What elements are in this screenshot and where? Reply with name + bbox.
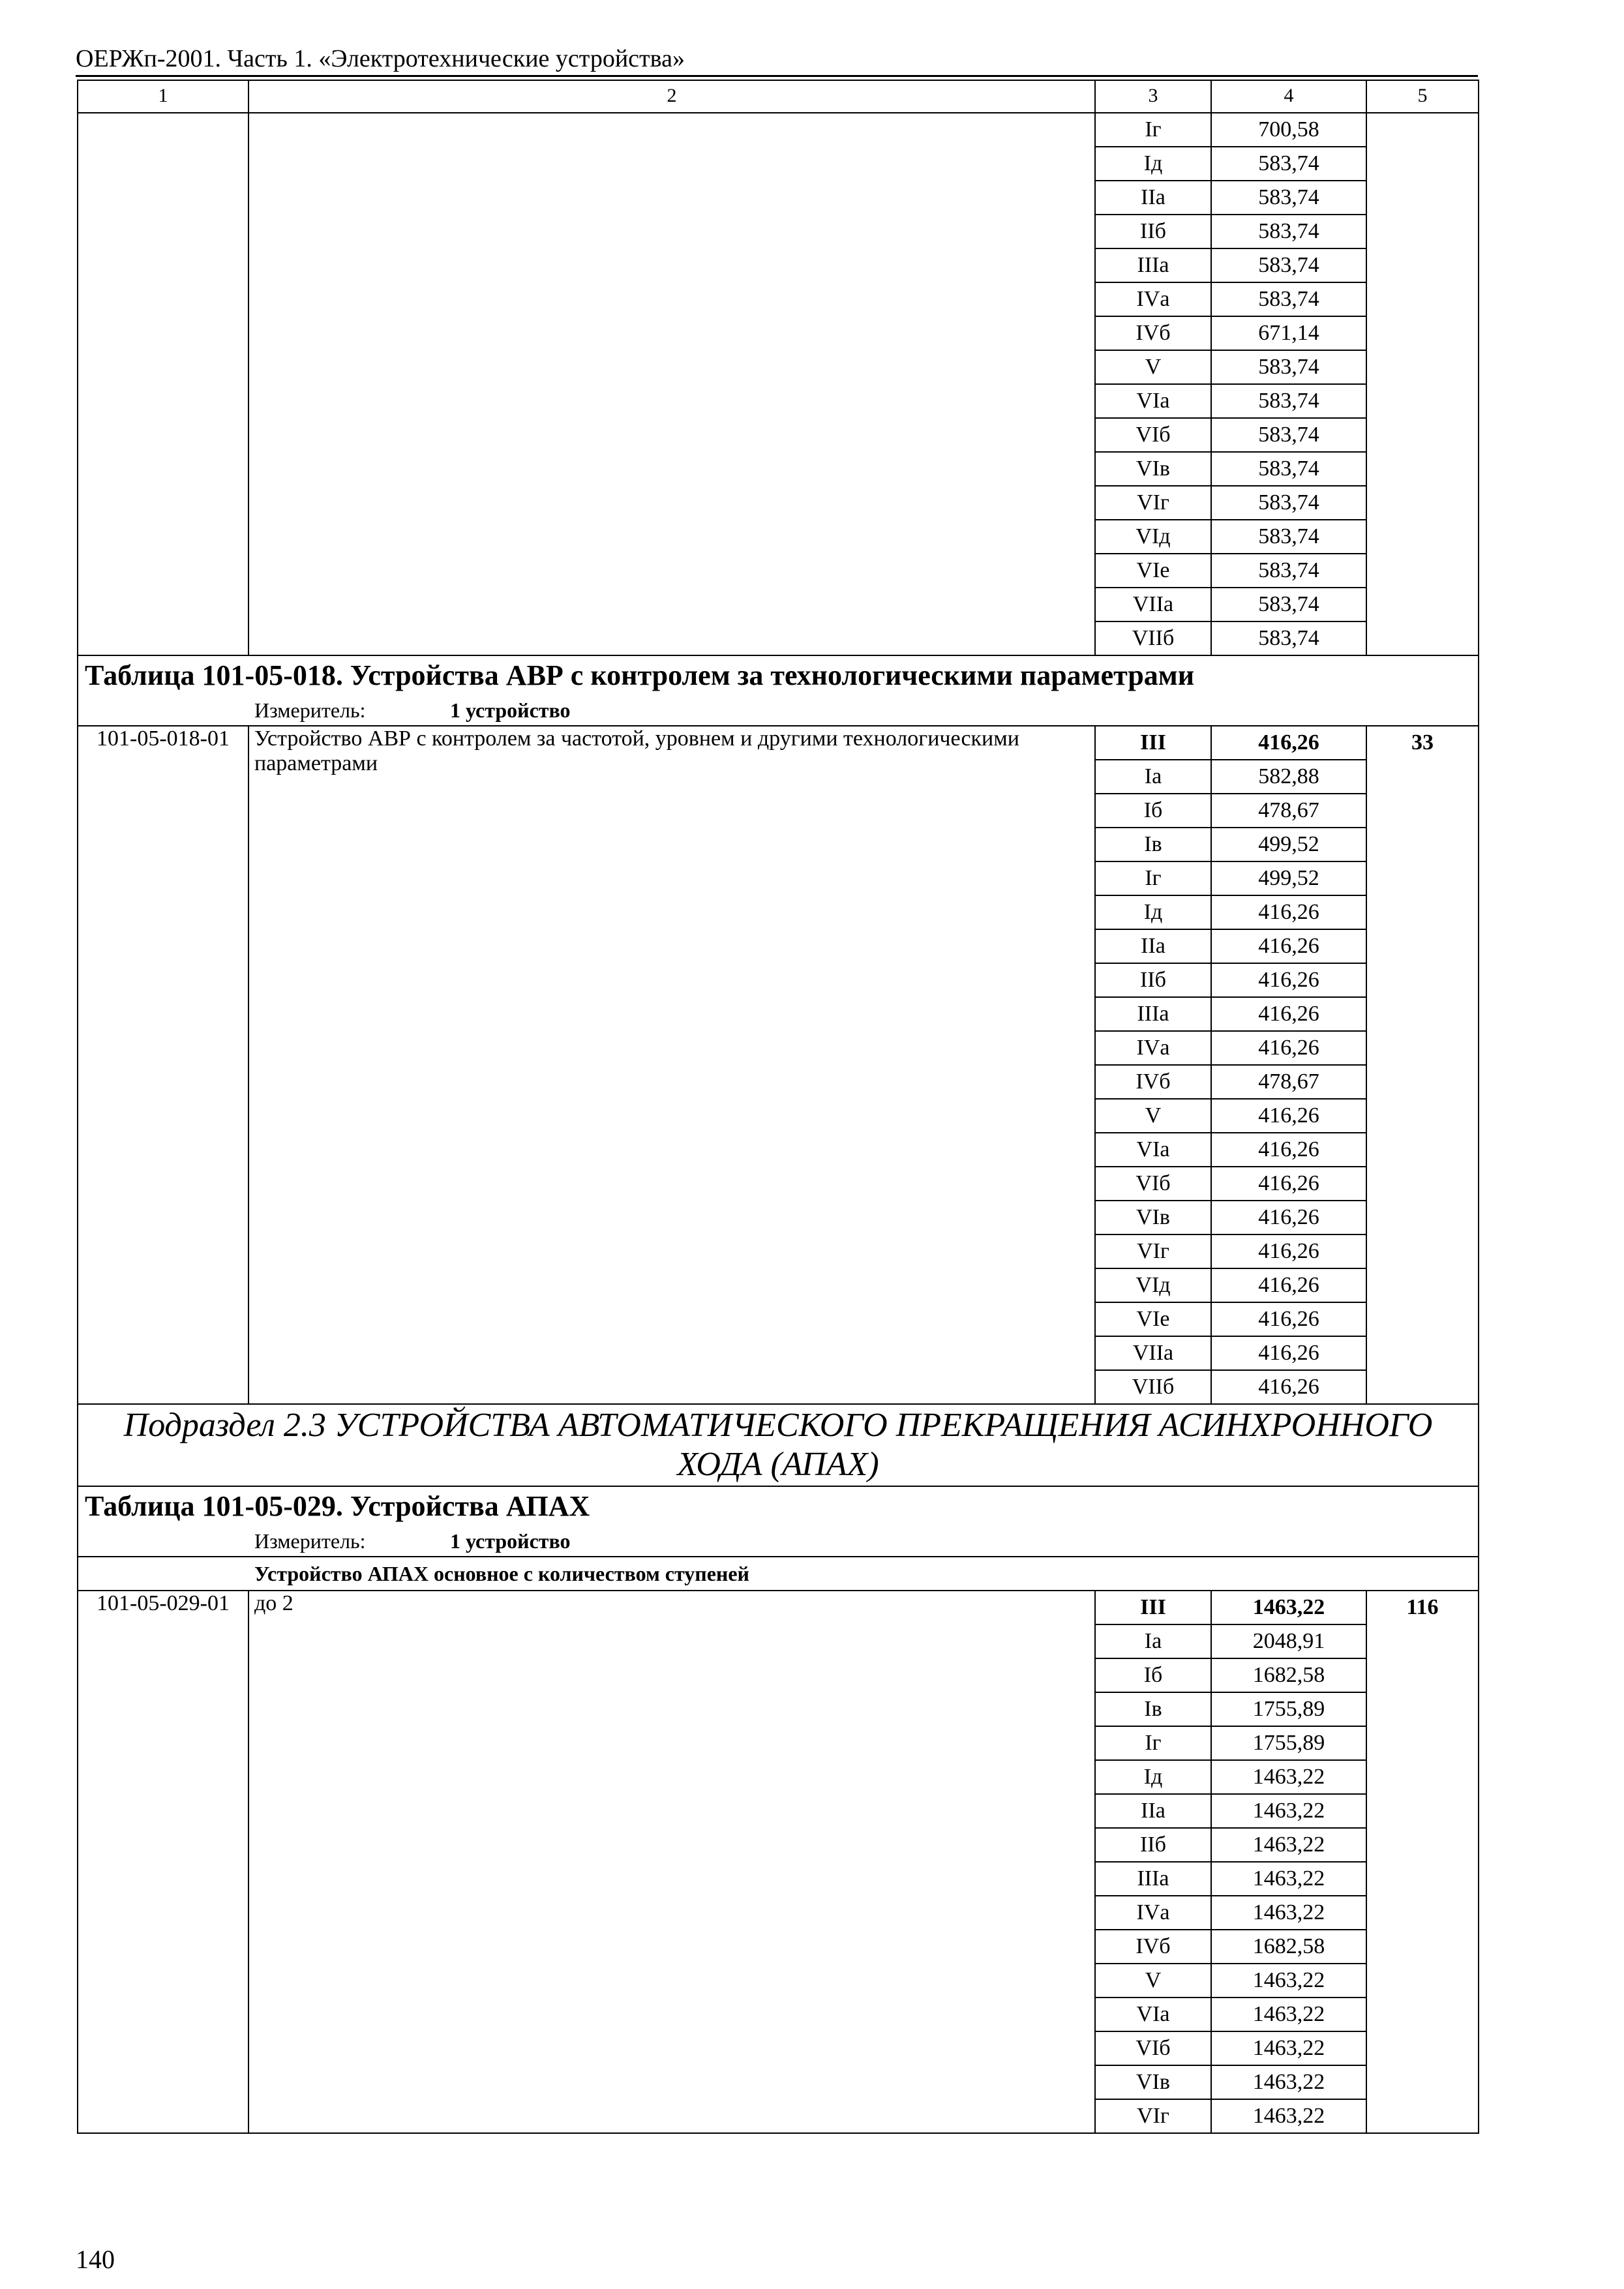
price-cell: 416,26 bbox=[1211, 895, 1366, 929]
price-cell: 1682,58 bbox=[1211, 1658, 1366, 1692]
price-cell: 583,74 bbox=[1211, 350, 1366, 384]
price-cell: 499,52 bbox=[1211, 828, 1366, 861]
zone-cell: Iб bbox=[1095, 794, 1211, 828]
price-cell: 1463,22 bbox=[1211, 2065, 1366, 2099]
price-cell: 583,74 bbox=[1211, 588, 1366, 621]
price-cell: 1463,22 bbox=[1211, 1964, 1366, 1997]
item-col5: 116 bbox=[1366, 1591, 1479, 2133]
zone-cell: VIIа bbox=[1095, 1336, 1211, 1370]
zone-cell: V bbox=[1095, 1964, 1211, 1997]
price-cell: 416,26 bbox=[1211, 1133, 1366, 1167]
zone-cell: IVб bbox=[1095, 316, 1211, 350]
zone-cell: IIа bbox=[1095, 181, 1211, 215]
price-cell: 583,74 bbox=[1211, 147, 1366, 181]
zone-cell: Iг bbox=[1095, 113, 1211, 147]
zone-cell: Iд bbox=[1095, 147, 1211, 181]
zone-cell: VIа bbox=[1095, 384, 1211, 418]
price-cell: 583,74 bbox=[1211, 554, 1366, 588]
measure-value: 1 устройство bbox=[450, 698, 571, 722]
table-title-row bbox=[78, 655, 1479, 696]
measure-label: Измеритель: bbox=[254, 698, 366, 722]
zone-cell: V bbox=[1095, 1099, 1211, 1133]
zone-cell: VIIб bbox=[1095, 1370, 1211, 1404]
price-cell: 1463,22 bbox=[1211, 2031, 1366, 2065]
zone-cell: VIв bbox=[1095, 1201, 1211, 1234]
price-cell: 1463,22 bbox=[1211, 1760, 1366, 1794]
zone-cell: IIIа bbox=[1095, 997, 1211, 1031]
price-cell: 416,26 bbox=[1211, 726, 1366, 760]
zone-cell: Iб bbox=[1095, 1658, 1211, 1692]
subsection-title: Подраздел 2.3 УСТРОЙСТВА АВТОМАТИЧЕСКОГО ПРЕКРАЩЕНИЯ АСИНХРОННОГО ХОДА (АПАХ) bbox=[78, 1404, 1479, 1486]
zone-cell: IIб bbox=[1095, 1828, 1211, 1862]
price-cell: 1463,22 bbox=[1211, 1862, 1366, 1896]
zone-cell: IIб bbox=[1095, 963, 1211, 997]
zone-cell: VIа bbox=[1095, 1997, 1211, 2031]
zone-cell: VIа bbox=[1095, 1133, 1211, 1167]
price-cell: 1682,58 bbox=[1211, 1930, 1366, 1964]
price-cell: 416,26 bbox=[1211, 1201, 1366, 1234]
price-cell: 583,74 bbox=[1211, 486, 1366, 520]
price-cell: 478,67 bbox=[1211, 794, 1366, 828]
item-code: 101-05-029-01 bbox=[78, 1591, 248, 2133]
column-number-5: 5 bbox=[1366, 80, 1479, 113]
price-cell: 416,26 bbox=[1211, 1370, 1366, 1404]
subsection-row bbox=[78, 1404, 1479, 1486]
measure-row bbox=[78, 1527, 1479, 1557]
price-cell: 416,26 bbox=[1211, 1031, 1366, 1065]
price-cell: 1755,89 bbox=[1211, 1726, 1366, 1760]
zone-cell: Iа bbox=[1095, 1624, 1211, 1658]
header-rule bbox=[76, 75, 1478, 77]
zone-cell: VIIб bbox=[1095, 621, 1211, 655]
price-cell: 2048,91 bbox=[1211, 1624, 1366, 1658]
price-cell: 416,26 bbox=[1211, 1099, 1366, 1133]
price-cell: 583,74 bbox=[1211, 520, 1366, 554]
price-cell: 416,26 bbox=[1211, 1268, 1366, 1302]
price-cell: 700,58 bbox=[1211, 113, 1366, 147]
price-cell: 416,26 bbox=[1211, 963, 1366, 997]
price-cell: 583,74 bbox=[1211, 384, 1366, 418]
column-number-4: 4 bbox=[1211, 80, 1366, 113]
zone-cell: VIв bbox=[1095, 2065, 1211, 2099]
measure-cell bbox=[78, 1527, 1479, 1557]
zone-cell: IIа bbox=[1095, 1794, 1211, 1828]
zone-cell: IIIа bbox=[1095, 248, 1211, 282]
zone-cell: VIг bbox=[1095, 1234, 1211, 1268]
zone-cell: VIб bbox=[1095, 1167, 1211, 1201]
table-row bbox=[78, 1591, 1479, 1624]
measure-cell bbox=[78, 696, 1479, 726]
measure-label: Измеритель: bbox=[254, 1529, 366, 1553]
zone-cell: VIг bbox=[1095, 486, 1211, 520]
zone-cell: IVа bbox=[1095, 282, 1211, 316]
zone-cell: VIг bbox=[1095, 2099, 1211, 2133]
zone-cell: Iг bbox=[1095, 861, 1211, 895]
table-row bbox=[78, 113, 1479, 147]
zone-cell: VIе bbox=[1095, 554, 1211, 588]
price-cell: 1463,22 bbox=[1211, 1896, 1366, 1930]
price-cell: 1463,22 bbox=[1211, 1794, 1366, 1828]
price-cell: 583,74 bbox=[1211, 621, 1366, 655]
measure-value: 1 устройство bbox=[450, 1529, 571, 1553]
column-number-1: 1 bbox=[78, 80, 248, 113]
zone-cell: III bbox=[1095, 726, 1211, 760]
zone-cell: Iа bbox=[1095, 760, 1211, 794]
zone-cell: VIд bbox=[1095, 520, 1211, 554]
price-cell: 1463,22 bbox=[1211, 1828, 1366, 1862]
measure-row bbox=[78, 696, 1479, 726]
price-cell: 1463,22 bbox=[1211, 1591, 1366, 1624]
zone-cell: VIв bbox=[1095, 452, 1211, 486]
zone-cell: IIIа bbox=[1095, 1862, 1211, 1896]
group-label: Устройство АПАХ основное с количеством ступеней bbox=[78, 1557, 1479, 1591]
column-number-3: 3 bbox=[1095, 80, 1211, 113]
item-code: 101-05-018-01 bbox=[78, 726, 248, 1404]
zone-cell: Iв bbox=[1095, 1692, 1211, 1726]
zone-cell: VIб bbox=[1095, 418, 1211, 452]
price-cell: 671,14 bbox=[1211, 316, 1366, 350]
column-number-2: 2 bbox=[248, 80, 1095, 113]
page-number: 140 bbox=[76, 2245, 115, 2274]
price-cell: 583,74 bbox=[1211, 452, 1366, 486]
zone-cell: IVа bbox=[1095, 1896, 1211, 1930]
zone-cell: Iг bbox=[1095, 1726, 1211, 1760]
price-cell: 416,26 bbox=[1211, 1302, 1366, 1336]
price-cell: 416,26 bbox=[1211, 1167, 1366, 1201]
price-cell: 416,26 bbox=[1211, 1336, 1366, 1370]
table-title: Таблица 101-05-029. Устройства АПАХ bbox=[78, 1486, 1479, 1527]
price-cell: 478,67 bbox=[1211, 1065, 1366, 1099]
zone-cell: Iд bbox=[1095, 1760, 1211, 1794]
item-col5: 33 bbox=[1366, 726, 1479, 1404]
price-cell: 582,88 bbox=[1211, 760, 1366, 794]
zone-cell: IVб bbox=[1095, 1065, 1211, 1099]
zone-cell: IVа bbox=[1095, 1031, 1211, 1065]
zone-cell: IIа bbox=[1095, 929, 1211, 963]
column-number-row bbox=[78, 80, 1479, 113]
zone-cell: IIб bbox=[1095, 215, 1211, 248]
item-name: до 2 bbox=[248, 1591, 1095, 2133]
zone-cell: VIд bbox=[1095, 1268, 1211, 1302]
name-cell-empty bbox=[248, 113, 1095, 655]
price-cell: 416,26 bbox=[1211, 929, 1366, 963]
price-cell: 583,74 bbox=[1211, 215, 1366, 248]
price-cell: 583,74 bbox=[1211, 248, 1366, 282]
zone-cell: VIIа bbox=[1095, 588, 1211, 621]
price-cell: 583,74 bbox=[1211, 181, 1366, 215]
table-title-row bbox=[78, 1486, 1479, 1527]
zone-cell: III bbox=[1095, 1591, 1211, 1624]
price-cell: 1755,89 bbox=[1211, 1692, 1366, 1726]
item-name: Устройство АВР с контролем за частотой, уровнем и другими технологическими параметрами bbox=[248, 726, 1095, 1404]
price-cell: 499,52 bbox=[1211, 861, 1366, 895]
price-cell: 1463,22 bbox=[1211, 1997, 1366, 2031]
zone-cell: V bbox=[1095, 350, 1211, 384]
zone-cell: IVб bbox=[1095, 1930, 1211, 1964]
running-header: ОЕРЖп-2001. Часть 1. «Электротехнические устройства» bbox=[76, 45, 685, 72]
zone-cell: Iв bbox=[1095, 828, 1211, 861]
rates-table bbox=[77, 80, 1479, 2134]
table-title: Таблица 101-05-018. Устройства АВР с контролем за технологическими параметрами bbox=[78, 655, 1479, 696]
price-cell: 416,26 bbox=[1211, 997, 1366, 1031]
group-row bbox=[78, 1557, 1479, 1591]
price-cell: 416,26 bbox=[1211, 1234, 1366, 1268]
zone-cell: VIе bbox=[1095, 1302, 1211, 1336]
price-cell: 1463,22 bbox=[1211, 2099, 1366, 2133]
price-cell: 583,74 bbox=[1211, 282, 1366, 316]
code-cell-empty bbox=[78, 113, 248, 655]
col5-cell-empty bbox=[1366, 113, 1479, 655]
zone-cell: VIб bbox=[1095, 2031, 1211, 2065]
table-row bbox=[78, 726, 1479, 760]
price-cell: 583,74 bbox=[1211, 418, 1366, 452]
zone-cell: Iд bbox=[1095, 895, 1211, 929]
